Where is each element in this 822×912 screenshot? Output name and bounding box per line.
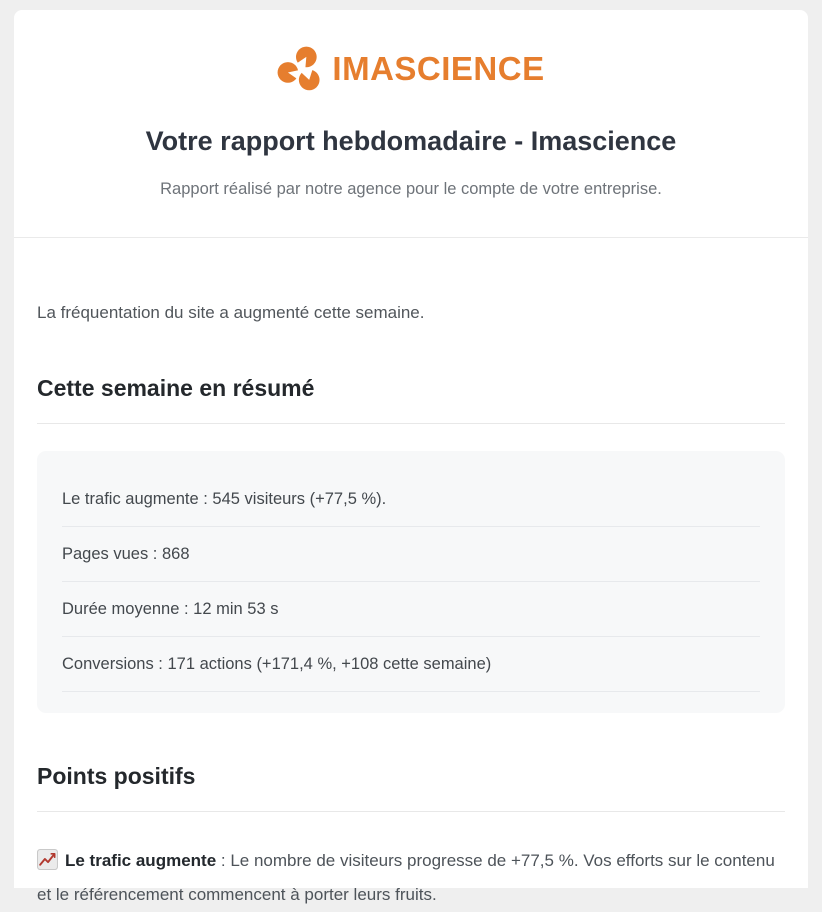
summary-item-pageviews: Pages vues : 868: [62, 527, 760, 582]
positives-heading: Points positifs: [37, 763, 196, 789]
summary-item-duration: Durée moyenne : 12 min 53 s: [62, 582, 760, 637]
email-header: [14, 10, 808, 238]
positive-item-text: : Le nombre de visiteurs progresse de +77,5 %. Vos efforts sur le contenu et le référencement commencent à porter leurs fruits.: [37, 851, 775, 904]
summary-item-traffic: Le trafic augmente : 545 visiteurs (+77,5 %).: [62, 472, 760, 527]
positive-item-label: Le trafic augmente: [65, 851, 217, 870]
report-subtitle: Rapport réalisé par notre agence pour le compte de votre entreprise.: [160, 180, 662, 198]
brand-mark-icon: [277, 46, 323, 92]
brand-logo[interactable]: [277, 46, 544, 92]
email-report-card: [14, 10, 808, 904]
report-title: Votre rapport hebdomadaire - Imascience: [145, 126, 677, 156]
summary-box: [37, 451, 785, 713]
intro-text: La fréquentation du site a augmenté cette semaine.: [37, 303, 425, 322]
positive-item-traffic: [37, 844, 785, 912]
summary-item-conversions: Conversions : 171 actions (+171,4 %, +108 cette semaine): [62, 637, 760, 692]
summary-heading: Cette semaine en résumé: [37, 375, 315, 401]
chart-increasing-icon: [37, 849, 58, 870]
section-divider: [37, 423, 785, 424]
section-divider: [37, 811, 785, 812]
brand-wordmark: IMASCIENCE: [332, 50, 545, 87]
report-body: [14, 301, 808, 912]
